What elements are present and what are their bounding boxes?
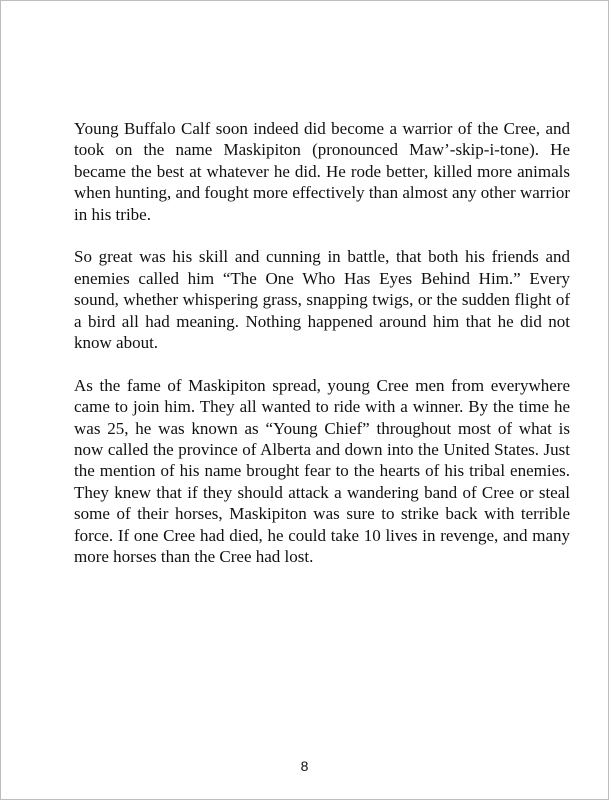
paragraph: So great was his skill and cunning in battle, that both his friends and enemies called him “The One Who Has Eyes Behind Him.” Every sound, whether whispering grass, snapping twigs, or the sudden flight of a bird all had meaning. Nothing happened around him that he did not know about. bbox=[74, 247, 570, 353]
paragraph: As the fame of Maskipiton spread, young Cree men from everywhere came to join him. They all wanted to ride with a winner. By the time he was 25, he was known as “Young Chief” throughout most of what is now called the province of Alberta and down into the United States. Just the mention of his name brought fear to the hearts of his tribal enemies. They knew that if they should attack a wandering band of Cree or steal some of their horses, Maskipiton was sure to strike back with terrible force. If one Cree had died, he could take 10 lives in revenge, and many more horses than the Cree had lost. bbox=[74, 375, 570, 567]
body-text bbox=[74, 118, 570, 589]
page-number: 8 bbox=[300, 758, 309, 774]
paragraph: Young Buffalo Calf soon indeed did become a warrior of the Cree, and took on the name Maskipiton (pronounced Maw’-skip-i-tone). He became the best at whatever he did. He rode better, killed more animals when hunting, and fought more effectively than almost any other warrior in his tribe. bbox=[74, 119, 570, 224]
